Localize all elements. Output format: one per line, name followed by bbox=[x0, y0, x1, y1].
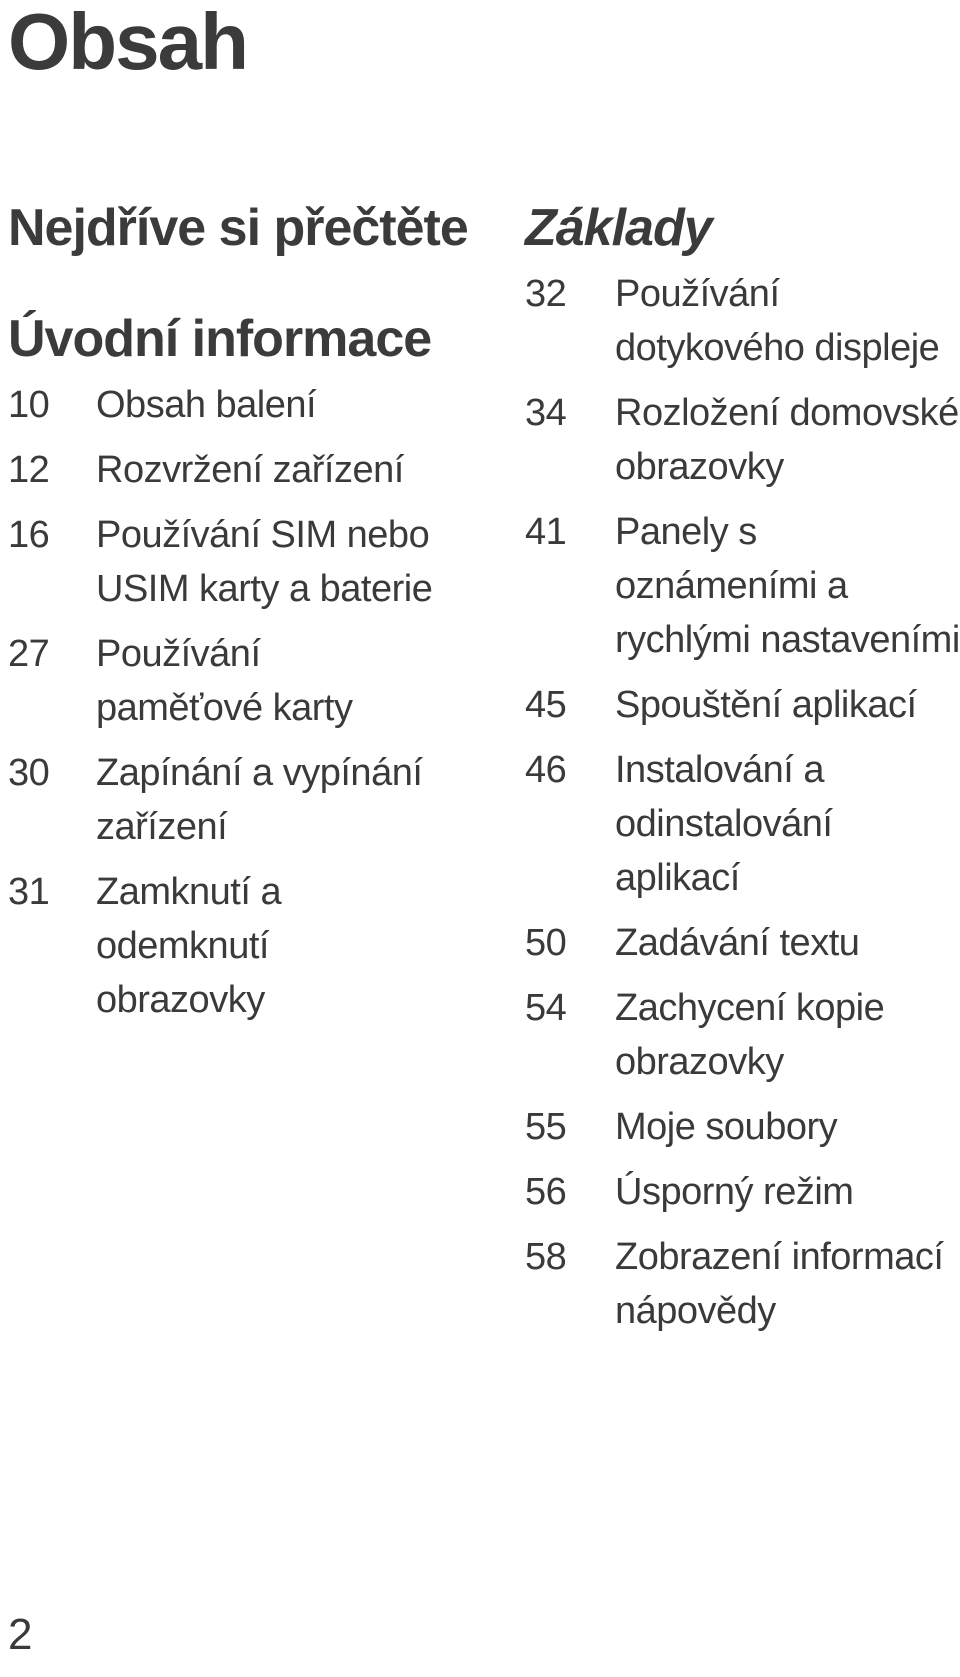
toc-entry[interactable] bbox=[8, 443, 478, 497]
toc-entry[interactable] bbox=[525, 916, 960, 970]
toc-list-introduction bbox=[8, 378, 478, 1027]
toc-entry-title: Používání dotykového displeje bbox=[615, 273, 940, 369]
toc-entry-title: Rozložení domovské obrazovky bbox=[615, 392, 959, 488]
toc-entry[interactable] bbox=[525, 386, 960, 494]
toc-entry[interactable] bbox=[8, 508, 478, 616]
toc-page-number: 46 bbox=[525, 749, 567, 791]
toc-entry[interactable] bbox=[8, 627, 478, 735]
toc-entry[interactable] bbox=[525, 1165, 960, 1219]
toc-page-number: 32 bbox=[525, 273, 567, 315]
section-heading-read-first: Nejdříve si přečtěte bbox=[8, 199, 468, 257]
toc-entry-title: Instalování a odinstalování aplikací bbox=[615, 749, 833, 899]
toc-page-number: 45 bbox=[525, 684, 567, 726]
toc-page-number: 10 bbox=[8, 384, 50, 426]
page-title: Obsah bbox=[8, 0, 247, 86]
toc-page-number: 41 bbox=[525, 511, 567, 553]
toc-page-number: 54 bbox=[525, 987, 567, 1029]
toc-entry[interactable] bbox=[525, 505, 960, 667]
toc-entry-title: Používání paměťové karty bbox=[96, 633, 353, 729]
toc-page-number: 30 bbox=[8, 752, 50, 794]
toc-entry[interactable] bbox=[525, 743, 960, 905]
toc-entry-title: Zapínání a vypínání zařízení bbox=[96, 752, 423, 848]
toc-entry-title: Spouštění aplikací bbox=[615, 684, 917, 726]
toc-entry-title: Zamknutí a odemknutí obrazovky bbox=[96, 871, 282, 1021]
toc-page-number: 58 bbox=[525, 1236, 567, 1278]
toc-entry-title: Zadávání textu bbox=[615, 922, 860, 964]
toc-entry[interactable] bbox=[525, 1100, 960, 1154]
toc-page-number: 55 bbox=[525, 1106, 567, 1148]
section-heading-basics: Základy bbox=[525, 199, 712, 257]
toc-entry[interactable] bbox=[525, 981, 960, 1089]
toc-page-number: 16 bbox=[8, 514, 50, 556]
toc-entry-title: Moje soubory bbox=[615, 1106, 838, 1148]
toc-list-basics bbox=[525, 267, 960, 1338]
section-heading-introduction: Úvodní informace bbox=[8, 310, 432, 368]
toc-entry[interactable] bbox=[525, 678, 960, 732]
toc-entry[interactable] bbox=[8, 378, 478, 432]
toc-page-number: 27 bbox=[8, 633, 50, 675]
toc-page-number: 50 bbox=[525, 922, 567, 964]
toc-entry-title: Zobrazení informací nápovědy bbox=[615, 1236, 944, 1332]
toc-entry[interactable] bbox=[525, 1230, 960, 1338]
toc-entry-title: Rozvržení zařízení bbox=[96, 449, 404, 491]
page-number: 2 bbox=[8, 1610, 33, 1659]
toc-entry-title: Panely s oznámeními a rychlými nastaveními bbox=[615, 511, 960, 661]
toc-entry[interactable] bbox=[8, 865, 478, 1027]
toc-entry[interactable] bbox=[8, 746, 478, 854]
toc-entry-title: Obsah balení bbox=[96, 384, 317, 426]
toc-entry-title: Úsporný režim bbox=[615, 1171, 854, 1213]
toc-page-number: 56 bbox=[525, 1171, 567, 1213]
toc-entry-title: Zachycení kopie obrazovky bbox=[615, 987, 885, 1083]
toc-left-column bbox=[8, 193, 478, 1038]
toc-page-number: 12 bbox=[8, 449, 50, 491]
toc-page-number: 31 bbox=[8, 871, 50, 913]
toc-entry-title: Používání SIM nebo USIM karty a baterie bbox=[96, 514, 433, 610]
toc-entry[interactable] bbox=[525, 267, 960, 375]
toc-page-number: 34 bbox=[525, 392, 567, 434]
toc-right-column bbox=[525, 193, 960, 1349]
